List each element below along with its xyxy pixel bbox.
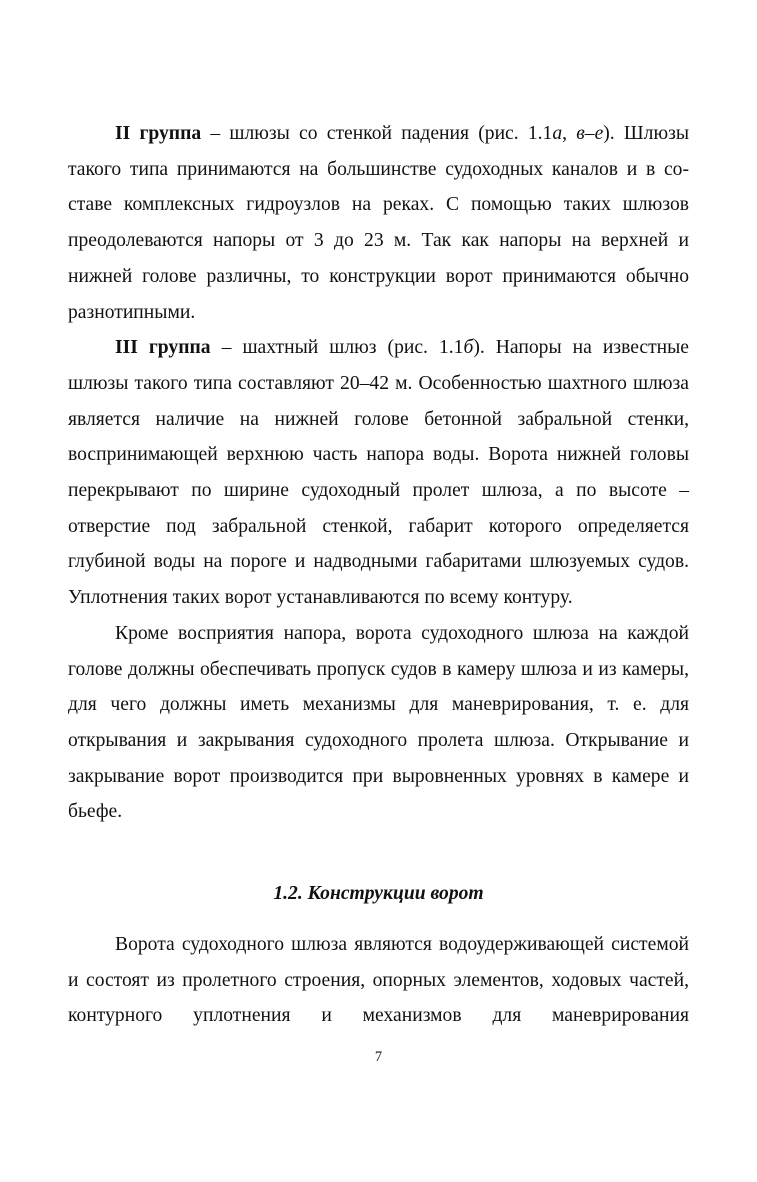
group-3-lead: III группа xyxy=(115,337,211,359)
section-text-block xyxy=(68,927,689,1034)
section-heading: 1.2. Конструкции ворот xyxy=(273,883,484,904)
group-2-text-b: , xyxy=(562,123,577,144)
group-2-text-c: ). Шлюзы такого типа принимаются на большинстве судоходных каналов и в составе комплексных гидроузлов на реках. С помощью таких шлюзов преодолеваются напоры от 3 до 23 м. Так как напоры на верхней и нижней голове различны, то конструкции ворот принимаются обычно разнотипными. xyxy=(68,123,690,323)
paragraph-group-3 xyxy=(68,330,689,616)
group-2-lead: II группа xyxy=(115,123,202,144)
group-3-text-a: – шахтный шлюз (рис. 1.1 xyxy=(210,337,464,359)
figure-ref-b: б xyxy=(463,337,474,359)
page-number: 7 xyxy=(374,1049,383,1065)
group-2-text-a: – шлюзы со стенкой падения (рис. 1.1 xyxy=(201,123,553,144)
figure-ref-v-e: в–е xyxy=(576,123,604,144)
paragraph-section-intro: Ворота судоходного шлюза являются водоудерживающей системой и состоят из пролетного строения, опорных элементов, ходовых частей, контурного уплотнения и механизмов для маневрирования xyxy=(68,934,689,1027)
group-3-text-b: ). Напоры на известные шлюзы такого типа составляют 20–42 м. Особенностью шахтного шлюза является наличие на нижней голове бетонной забральной стенки, воспринимающей верхнюю часть напора воды. Ворота нижней головы перекрывают по ширине судоходный пролет шлюза, а по высоте – отверстие под забральной стенкой, габарит которого определяется глубиной воды на пороге и надводными габаритами шлюзуемых судов. Уплотнения таких ворот устанавливаются по всему контуру. xyxy=(68,337,689,609)
figure-ref-a: а xyxy=(552,123,563,144)
paragraph-group-2 xyxy=(68,116,689,330)
paragraph-maneuver: Кроме восприятия напора, ворота судоходного шлюза на каждой голове должны обеспечивать пропуск судов в камеру шлюза и из камеры, для чего должны иметь механизмы для маневрирования, т. е. для открывания и закрывания судоходного пролета шлюза. Открывание и закрывание ворот производится при выровненных уровнях в камере и бьефе. xyxy=(68,622,689,823)
body-text xyxy=(68,116,689,830)
